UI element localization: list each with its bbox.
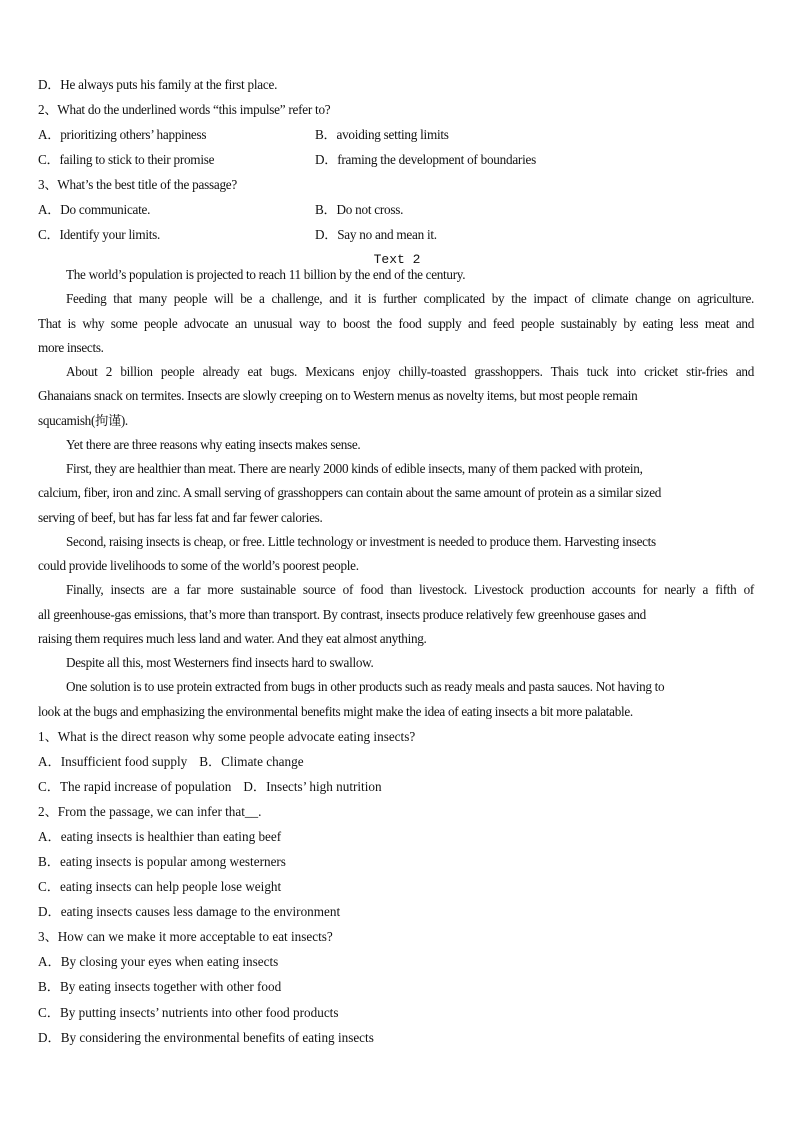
option-line — [38, 147, 758, 172]
passage-line: all greenhouse-gas emissions, that’s more than transport. By contrast, insects produce relatively few greenhouse gases and — [38, 606, 646, 622]
passage-line: Yet there are three reasons why eating insects makes sense. — [66, 436, 361, 452]
passage-line: The world’s population is projected to reach 11 billion by the end of the century. — [66, 267, 466, 282]
question-line — [38, 97, 758, 122]
passage-line: calcium, fiber, iron and zinc. A small serving of grasshoppers can contain about the same amount of protein as a similar sized — [38, 485, 662, 501]
option-d: D．eating insects causes less damage to the environment — [38, 904, 341, 920]
option-a: A．Insufficient food supply — [38, 753, 188, 769]
question-line — [38, 172, 758, 197]
option-c: C．The rapid increase of population — [38, 778, 232, 794]
option: D．He always puts his family at the first place. — [38, 77, 278, 92]
passage-line: more insects. — [38, 339, 104, 355]
question-2: 2、From the passage, we can infer that__. — [38, 803, 262, 819]
option: C．failing to stick to their promise — [38, 152, 215, 167]
option: D．Say no and mean it. — [315, 227, 437, 242]
passage-line: One solution is to use protein extracted from bugs in other products such as ready meals and pasta sauces. Not having to — [66, 679, 665, 695]
option-a: A．By closing your eyes when eating insects — [38, 954, 279, 970]
option-d: D．Insects’ high nutrition — [243, 778, 382, 794]
option: B．Do not cross. — [315, 202, 404, 217]
option-line — [38, 72, 758, 97]
option-d: D．By considering the environmental benefits of eating insects — [38, 1029, 374, 1045]
option-line — [38, 122, 758, 147]
option-line — [38, 197, 758, 222]
passage-line: squcamish(拘谨). — [38, 412, 128, 428]
previous-questions — [38, 72, 758, 247]
passage-line: Second, raising insects is cheap, or free. Little technology or investment is needed to produce them. Harvesting insects — [66, 533, 656, 549]
option-c: C．By putting insects’ nutrients into other food products — [38, 1004, 339, 1020]
option-line — [38, 749, 758, 774]
option: D．framing the development of boundaries — [315, 152, 536, 167]
option-a: A．eating insects is healthier than eating beef — [38, 828, 282, 844]
option-b: B．Climate change — [199, 753, 304, 769]
passage-line: Feeding that many people will be a challenge, and it is further complicated by the impact of climate change on agriculture. — [66, 291, 754, 307]
passage-line: First, they are healthier than meat. There are nearly 2000 kinds of edible insects, many of them packed with protein, — [66, 461, 643, 476]
passage-line: could provide livelihoods to some of the world’s poorest people. — [38, 558, 359, 573]
option: A．prioritizing others’ happiness — [38, 127, 207, 142]
question: 2、What do the underlined words “this impulse” refer to? — [38, 102, 331, 117]
option: A．Do communicate. — [38, 202, 151, 217]
passage-line: Ghanaians snack on termites. Insects are slowly creeping on to Western menus as novelty items, but most people remain — [38, 388, 638, 404]
question-3: 3、How can we make it more acceptable to eat insects? — [38, 929, 333, 945]
text2-heading: Text 2 — [373, 252, 421, 267]
passage-line: Finally, insects are a far more sustainable source of food than livestock. Livestock production accounts for nearly a fifth of — [66, 582, 754, 598]
option-line — [38, 222, 758, 247]
option: B．avoiding setting limits — [315, 127, 449, 142]
passage-line: look at the bugs and emphasizing the environmental benefits might make the idea of eating insects a bit more palatable. — [38, 703, 633, 719]
option-c: C．eating insects can help people lose weight — [38, 879, 282, 895]
passage — [38, 263, 758, 724]
question-1: 1、What is the direct reason why some people advocate eating insects? — [38, 728, 416, 744]
option-line — [38, 774, 758, 799]
passage-line: That is why some people advocate an unusual way to boost the food supply and feed people sustainably by eating less meat and — [38, 315, 754, 331]
question: 3、What’s the best title of the passage? — [38, 177, 237, 192]
passage-line: raising them requires much less land and water. And they eat almost anything. — [38, 630, 427, 646]
option-b: B．By eating insects together with other food — [38, 979, 282, 995]
passage-line: Despite all this, most Westerners find insects hard to swallow. — [66, 655, 374, 670]
option: C．Identify your limits. — [38, 227, 161, 242]
option-b: B．eating insects is popular among westerners — [38, 853, 286, 869]
text2-questions — [38, 724, 758, 1050]
passage-line: About 2 billion people already eat bugs. Mexicans enjoy chilly-toasted grasshoppers. Thais tuck into cricket stir-fries and — [66, 364, 754, 379]
passage-line: serving of beef, but has far less fat and far fewer calories. — [38, 509, 323, 525]
